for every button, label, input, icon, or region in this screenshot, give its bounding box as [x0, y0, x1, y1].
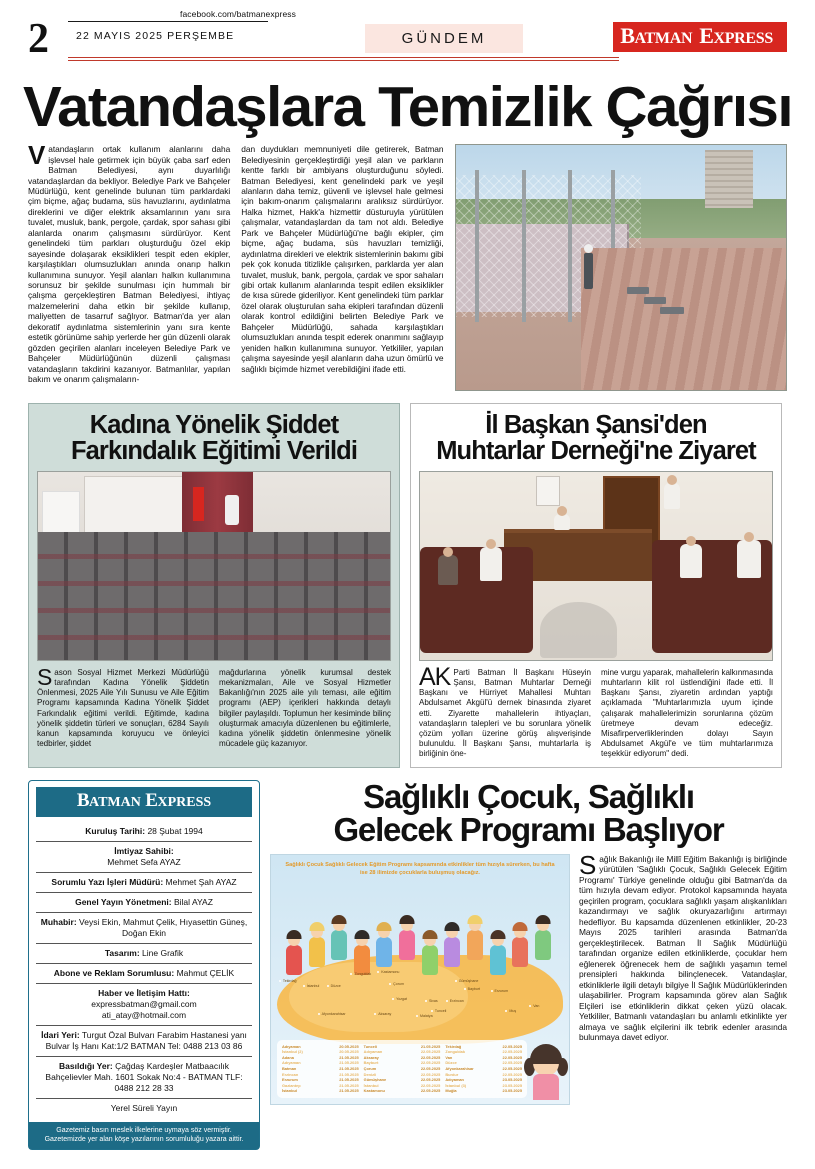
imprint-box [28, 780, 260, 1150]
child-illustration [376, 937, 392, 967]
lead-column-1 [28, 140, 231, 385]
city-label: Çorum [393, 981, 404, 986]
schedule-city: Bayburt [363, 1060, 379, 1066]
imprint-row-label: Sorumlu Yazı İşleri Müdürü: [51, 876, 164, 887]
bottom-content [270, 849, 787, 1105]
imprint-row-value: 28 Şubat 1994 [145, 825, 203, 836]
mid-left-title-line1: Kadına Yönelik Şiddet [89, 411, 339, 440]
schedule-city: İstanbul [282, 1088, 297, 1094]
schedule-row [364, 1088, 441, 1094]
lead-column-2 [241, 144, 443, 374]
imprint-rows [36, 822, 252, 1118]
schedule-date: 22.05.2025 [502, 1049, 523, 1055]
mid-right-title [419, 413, 773, 464]
mid-left-text-2: mağdurlarına yönelik kurumsal destek mekanizmaları, Aile ve Sosyal Hizmetler Bakanlığı'nın 2025 aile yılı teması, aile eğitim programı (AEP) içerikleri hakkında detaylı bilgiler paylaşıldı. Toplumun her kesiminde bilinç oluşturmak amacıyla düzenlenen bu eğitimlerle, kadına yönelik şiddetin önlenmesine yönelik mücadele güç kazanıyor. [219, 668, 391, 748]
office-visit-photo [419, 471, 773, 661]
child-hair [513, 922, 528, 931]
schedule-date: 20.05.2025 [339, 1043, 359, 1049]
schedule-city: Gümüşhane [363, 1077, 387, 1083]
schedule-city: Aksaray [363, 1054, 379, 1060]
lead-dropcap: V [28, 140, 46, 171]
bottom-dropcap: S [579, 849, 597, 880]
mid-right-text-2: mine vurgu yaparak, mahallelerin kalkınmasında muhtarların kilit rol üstlendiğini ifade etti. İl Başkanı Şansı, ziyaretin ardından yaptığı açıklamada "Muhtarlarımızla uyum içinde çalışarak mahallelerimizin sorunlarına çözüm üretmeye devam edeceğiz. Misafirperverliklerinden dolayı Sayın Abdulsamet Akgül'e ve tüm muhtarlarımıza teşekkür ediyorum" dedi. [601, 668, 773, 758]
page-number: 2 [28, 16, 48, 62]
section-tab-label: GÜNDEM [401, 30, 487, 47]
imprint-row-value: Mehmet Sefa AYAZ [107, 856, 181, 867]
bottom-title-line2: Gelecek Programı Başlıyor [333, 810, 724, 848]
city-label: Erzincan [449, 999, 464, 1004]
header-red-rule-thin [68, 60, 619, 61]
city-label: Düzce [330, 984, 341, 989]
schedule-date: 23.05.2025 [502, 1082, 523, 1088]
child-hair [400, 915, 415, 924]
schedule-column [364, 1044, 441, 1094]
schedule-date: 22.05.2025 [420, 1049, 441, 1055]
schedule-city: Gaziantep [282, 1082, 301, 1088]
schedule-date: 21.05.2025 [339, 1077, 359, 1083]
imprint-row-value: Turgut Özal Bulvarı Farabim Hastanesi yanı Bulvar İş Hanı Kat:1/2 BATMAN Tel: 0488 213 03 86 [45, 1029, 247, 1051]
schedule-row [445, 1088, 522, 1094]
child-illustration [535, 930, 551, 960]
child-hair [332, 915, 347, 924]
schedule-table [277, 1040, 527, 1098]
mid-right-paragraph-2 [601, 668, 773, 759]
article-saglikli-cocuk [270, 777, 787, 1150]
schedule-column [282, 1044, 359, 1094]
schedule-date: 22.05.2025 [420, 1060, 441, 1066]
mid-articles-row [28, 403, 787, 768]
bottom-title-line1: Sağlıklı Çocuk, Sağlıklı [363, 777, 694, 815]
mid-right-text-1: Parti Batman İl Başkanı Hüseyin Şansı, Batman Muhtarlar Derneği Başkanı ve Hürriyet Mahallesi Muhtarı Abdulsamet Akgül'ü dernek binasında ziyaret etti. Ziyarette mahallelerin ihtiyaçları, vatandaşların talepleri ve bu sorunlara yönelik çözüm yolları üzerine görüş alışverişinde bulunuldu. İl Başkanı Şansı, muhtarlarla iş birliğinin öne- [419, 668, 591, 758]
schedule-city: Erzurum [282, 1077, 298, 1083]
schedule-city: Adıyaman [282, 1060, 301, 1066]
imprint-row-value: Çağdaş Kardeşler Matbaacılık Bahçelievler Mah. 1601 Sokak No:4 - BATMAN TLF: 0488 212 28 33 [45, 1060, 243, 1093]
schedule-date: 20.05.2025 [339, 1049, 359, 1055]
city-label: Kastamonu [381, 969, 400, 974]
city-label: Bayburt [467, 986, 481, 991]
imprint-row [36, 1099, 252, 1118]
schedule-date: 23.05.2025 [502, 1077, 523, 1083]
imprint-row-label: İmtiyaz Sahibi: [114, 845, 174, 856]
mid-left-col-2 [219, 668, 391, 749]
schedule-city: Adıyaman [363, 1049, 383, 1055]
city-label: Muş [509, 1009, 517, 1014]
schedule-date: 21.05.2025 [339, 1066, 359, 1072]
bottom-article-text [579, 849, 787, 1043]
city-label: Tekirdağ [282, 979, 297, 984]
lead-text-1: atandaşların ortak kullanım alanlarını daha işlevsel hale getirmek için büyük çaba sarf eden Batman Belediyesi, aynı duyarlılığı vatandaşlardan da bekliyor. Belediye Park ve Bahçeler Müdürlüğü, kent genelinde bulunan tüm parklardaki çim biçme, ağaç budama, süs havuzlarını, aydınlatma direklerini ve diğer elektrik aksamlarının yanı sıra tuvalet, musluk, bank, pergole, çardak, spor sahası gibi alanlarda onarım çalışmasını sürdürüyor. Kent genelindeki tüm parkları oluşturduğu özel ekip sayesinde dolaşarak eksiklikleri tespit eden ekipler, karşılaştıkları olumsuzlukları anında onarıp halkın kullanımına sunuyor. Yeşil alanları halkın kullanımına sorunsuz bir şekilde sunulması için hummalı bir çalışma gerçekleştiren Batman Belediyesi, ihtiyaç malzemelerini daha etkin bir şekilde kullanıp, maliyetten de tasarruf sağlıyor. Batman'da yer alan dekoratif aydınlatma sistemlerinin yanı sıra kente estetik görünüme sahip yerlerde her gün düzenli olarak gözden geçirilen alanları inceleyen Belediye Park ve Bahçeler Müdürlüğünün düzenli çalışması vatandaşların takdirini kazanıyor. Batmanlılar, yapılan bakım ve onarım çalışmaların- [28, 144, 231, 385]
logo-atman: ATMAN [634, 30, 693, 47]
mid-left-title [37, 413, 391, 464]
city-label: İstanbul [306, 984, 320, 989]
schedule-city: Adıyaman [445, 1077, 464, 1083]
city-label: Yozgat [396, 996, 408, 1001]
child-hair [286, 930, 301, 939]
section-tab-gundem[interactable] [365, 24, 523, 53]
mid-right-col-1 [419, 663, 591, 759]
imprint-row-label: Basıldığı Yer: [59, 1060, 113, 1071]
logo-xpress: XPRESS [713, 30, 773, 47]
imprint-row [36, 842, 252, 873]
imprint-row [36, 984, 252, 1026]
imprint-row-label: Haber ve İletişim Hattı: [98, 987, 190, 998]
imprint-logo-e: E [145, 789, 158, 811]
imprint-row-label: Muhabir: [40, 916, 77, 927]
mid-left-title-line2: Farkındalık Eğitimi Verildi [70, 436, 358, 465]
schedule-city: Zonguldak [445, 1049, 466, 1055]
imprint-logo-atman: ATMAN [89, 794, 141, 810]
imprint-row-label: Kuruluş Tarihi: [85, 825, 146, 836]
schedule-date: 21.05.2025 [339, 1088, 359, 1094]
imprint-row-value: Yerel Süreli Yayın [110, 1102, 178, 1113]
schedule-city: Tekirdağ [445, 1043, 462, 1049]
child-illustration [467, 930, 483, 960]
city-label: Sivas [428, 999, 438, 1004]
schedule-date: 22.05.2025 [420, 1077, 441, 1083]
schedule-date: 21.05.2025 [339, 1054, 359, 1060]
child-hair [354, 930, 369, 939]
schedule-city: Muğla [445, 1088, 457, 1094]
city-label: Malatya [420, 1014, 433, 1019]
child-illustration [512, 937, 528, 967]
publication-date: 22 MAYIS 2025 PERŞEMBE [76, 30, 235, 42]
schedule-date: 22.05.2025 [420, 1082, 441, 1088]
mid-left-text-1: ason Sosyal Hizmet Merkezi Müdürlüğü tarafından Kadına Yönelik Şiddetin Önlenmesi, 2025 Aile Yılı Sunusu ve Aile Eğitim Programı kapsamında Kadına Yönelik Şiddet Farkındalık eğitimi verildi. Eğitimde, kadına yönelik şiddetin türleri ve sonuçları, 6284 Sayılı kanun kapsamında koruyucu ve önleyici tedbirler, şiddet [37, 668, 209, 748]
bottom-title [270, 777, 787, 848]
lead-article [28, 140, 787, 391]
schedule-city: Batman [282, 1066, 297, 1072]
mid-right-dropcap: AK [419, 663, 451, 692]
child-illustration [331, 930, 347, 960]
mid-left-paragraph-1 [37, 664, 209, 749]
city-label: Gümüşhane [458, 979, 479, 984]
child-illustration [354, 945, 370, 975]
schedule-city: Düzce [445, 1060, 457, 1066]
city-label: Erzurum [494, 989, 509, 994]
mid-right-title-line1: İl Başkan Şansi'den [485, 411, 707, 440]
imprint-row-label: İdari Yeri: [41, 1029, 80, 1040]
imprint-footer-line2: Gazetemizde yer alan köşe yazılarının sorumluluğu yazara aittir. [44, 1136, 244, 1144]
imprint-row-label: Tasarım: [104, 947, 140, 958]
schedule-date: 22.05.2025 [502, 1071, 523, 1077]
logo-e: E [699, 23, 714, 48]
schedule-date: 21.05.2025 [339, 1082, 359, 1088]
schedule-date: 22.05.2025 [420, 1054, 441, 1060]
child-hair [536, 915, 551, 924]
child-illustration [490, 945, 506, 975]
schedule-city: İstanbul (3) [445, 1082, 467, 1088]
city-label: Tunceli [434, 1009, 447, 1014]
city-label: Van [533, 1004, 540, 1009]
imprint-row-value: Veysi Ekin, Mahmut Çelik, Hıyasettin Güneş, Doğan Ekin [76, 916, 248, 938]
imprint-row-value: expressbatman@gmail.com [91, 998, 197, 1009]
schedule-date: 21.05.2025 [339, 1071, 359, 1077]
article-il-baskan-sansi [410, 403, 782, 768]
imprint-row-value: Mehmet Şah AYAZ [163, 876, 237, 887]
schedule-date: 21.05.2025 [339, 1060, 359, 1066]
child-hair [490, 930, 505, 939]
mid-left-paragraph-2 [219, 668, 391, 749]
imprint-row-value: Line Grafik [139, 947, 184, 958]
mid-left-body [37, 664, 391, 749]
schedule-city: Erzincan [282, 1071, 299, 1077]
schedule-date: 23.05.2025 [502, 1088, 523, 1094]
schedule-row [282, 1088, 359, 1094]
schedule-date: 22.05.2025 [502, 1054, 523, 1060]
mid-right-body [419, 663, 773, 759]
child-illustration [286, 945, 302, 975]
imprint-row [36, 964, 252, 984]
schedule-city: Adıyaman [282, 1043, 301, 1049]
child-hair [468, 915, 483, 924]
child-hair [377, 922, 392, 931]
imprint-row [36, 1057, 252, 1099]
imprint-row-value: Mahmut ÇELİK [174, 967, 235, 978]
schedule-date: 21.05.2025 [420, 1043, 441, 1049]
schedule-date: 22.05.2025 [502, 1066, 523, 1072]
logo-b: B [620, 23, 635, 48]
schedule-city: Çorum [363, 1066, 377, 1072]
city-label: Zonguldak [354, 972, 372, 976]
imprint-row-value: ati_atay@hotmail.com [101, 1009, 187, 1020]
schedule-city: Kastamonu [363, 1088, 385, 1094]
bottom-paragraph [579, 849, 787, 1043]
mid-right-col-2 [601, 668, 773, 759]
imprint-row-label: Abone ve Reklam Sorumlusu: [53, 967, 175, 978]
imprint-footer-line1: Gazetemiz basın meslek ilkelerine uymaya söz vermiştir. [56, 1126, 232, 1134]
child-illustration [309, 937, 325, 967]
bottom-row [28, 777, 787, 1150]
seminar-hall-photo [37, 471, 391, 661]
schedule-date: 22.05.2025 [502, 1043, 523, 1049]
schedule-city: Adana [282, 1054, 294, 1060]
mid-left-col-1 [37, 664, 209, 749]
imprint-footer [29, 1122, 259, 1149]
imprint-row [36, 1026, 252, 1057]
city-label: Aksaray [378, 1011, 392, 1016]
schedule-city: İstanbul [363, 1082, 379, 1088]
infographic-turkey-map [270, 854, 570, 1105]
mid-left-dropcap: S [37, 664, 53, 691]
header-red-rule [68, 57, 619, 58]
schedule-date: 22.05.2025 [420, 1088, 441, 1094]
imprint-row [36, 944, 252, 964]
child-illustration [422, 945, 438, 975]
lead-headline: Vatandaşlara Temizlik Çağrısı [23, 75, 792, 139]
mid-right-paragraph-1 [419, 663, 591, 759]
schedule-column [445, 1044, 522, 1094]
child-hair [309, 922, 324, 931]
article-kadina-yonelik-siddet [28, 403, 400, 768]
schedule-city: Tunceli [363, 1043, 378, 1049]
schedule-city: Van [445, 1054, 453, 1060]
batman-express-logo[interactable] [613, 22, 787, 52]
schedule-city: Afyonkarahisar [445, 1066, 474, 1072]
city-label: Afyonkarahisar [321, 1011, 346, 1016]
schedule-city: Burdur [445, 1071, 459, 1077]
facebook-url[interactable]: facebook.com/batmanexpress [180, 9, 296, 19]
imprint-row [36, 822, 252, 842]
child-hair [445, 922, 460, 931]
header-rule [68, 21, 268, 22]
imprint-row [36, 893, 252, 913]
schedule-date: 22.05.2025 [420, 1066, 441, 1072]
imprint-logo-xpress: XPRESS [157, 794, 212, 810]
imprint-row-value: Bilal AYAZ [171, 896, 213, 907]
imprint-row-label: Genel Yayın Yönetmeni: [75, 896, 172, 907]
mid-right-title-line2: Muhtarlar Derneği'ne Ziyaret [436, 436, 756, 465]
lead-text-2: dan duydukları memnuniyeti dile getirerek, Batman Belediyesinin gerçekleştirdiği yeşil alan ve parkların kentte farklı bir ambiyans oluşturduğunu söyledi. Batman Belediyesi, kent genelindeki park ve yeşil alanların daha temiz, güvenli ve işlevsel hale gelmesi için bakım-onarım çalışmalarını aralıksız sürdürüyor. Halka hizmet, Hakk'a hizmettir düsturuyla yürütülen çalışmalar, vatandaşlardan da tam not aldı. Belediye Park ve Bahçeler Müdürlüğü'ne bağlı ekipler, çim biçme, ağaç budama, süs havuzları temizliği, aydınlatma direkleri ve elektrik sistemlerinin bakımı gibi pek çok konuda titizlikle çalışırken, parklarda yer alan tuvalet, musluk, bank, pergola, çardak ve spor sahaları gibi ortak kullanım alanlarında tespit edilen eksiklikler de kısa sürede gideriliyor. Kent genelindeki tüm parklar özel olarak oluşturulan saha ekipleri tarafından düzenli olarak kontrol edildiğini belirten Belediye Park ve Bahçeler Müdürlüğü, sahada karşılaştıkları olumsuzlukları anında tespit ederek onarımını sağlayıp yeniden halkın kullanımına sunuyor. Yetkililer, yapılan çalışma sayesinde yeşil alanların daha uzun ömürlü ve sağlıklı biçimde hizmet verebildiğini ifade etti. [241, 144, 444, 374]
imprint-row [36, 873, 252, 893]
imprint-logo [36, 787, 252, 817]
worker-figure [584, 253, 593, 289]
schedule-city: Denizli [363, 1071, 377, 1077]
schedule-city: İstanbul (2) [282, 1049, 303, 1055]
infographic-banner: Sağlıklı Çocuk Sağlıklı Gelecek Eğitim Programı kapsamında etkinlikler tüm hızıyla sürerken, bu hafta ise 28 ilimizde çocuklarla buluşmuş olacağız. [285, 861, 555, 876]
imprint-row [36, 913, 252, 944]
page-header [28, 0, 787, 78]
imprint-logo-b: B [76, 789, 89, 811]
lead-photo-park-maintenance [455, 144, 788, 391]
child-illustration [444, 937, 460, 967]
child-hair [422, 930, 437, 939]
schedule-date: 22.05.2025 [420, 1071, 441, 1077]
lead-paragraph-1 [28, 140, 231, 385]
schedule-date: 22.05.2025 [502, 1060, 523, 1066]
lead-paragraph-2 [241, 144, 443, 374]
child-illustration [399, 930, 415, 960]
bottom-body-text: ağlık Bakanlığı ile Millî Eğitim Bakanlığı iş birliğinde yürütülen 'Sağlıklı Çocuk, Sağlıklı Gelecek Eğitim Programı' Türkiye genelinde olduğu gibi Batman'da da tüm hızıyla devam ediyor. Protokol kapsamında hayata geçirilen program, çocuklara sağlıklı yaşam alışkanlıkları kazandırmayı ve sağlık okuryazarlığını artırmayı hedefliyor. Bu kapsamda düzenlenen etkinlikler, 20-23 Mayıs 2025 tarihleri arasında Batman'da gerçekleştirilecek. Batman İl Sağlık Müdürlüğü tarafından organize edilen etkinliklerde, çocuklar hem eğlenerek öğrenecek hem de sağlıklı yaşamın temel prensipleri hakkında bilinçlenecek. Vatandaşlar, etkinliklerle ilgili detaylı bilgiye İl Sağlık Müdürlüklerinden ulaşabilirler. Program kapsamında görev alan Sağlık Elçileri ise etkinliklerin dikkat çeken yüzü olacak. Yetkililer, Batmanlı vatandaşları bu anlamlı etkinlikte yer almaya ve sağlık elçilerini ilk tebrik edenler arasında bulunmaya davet ediyor. [579, 853, 787, 1043]
girl-illustration [525, 1042, 567, 1100]
